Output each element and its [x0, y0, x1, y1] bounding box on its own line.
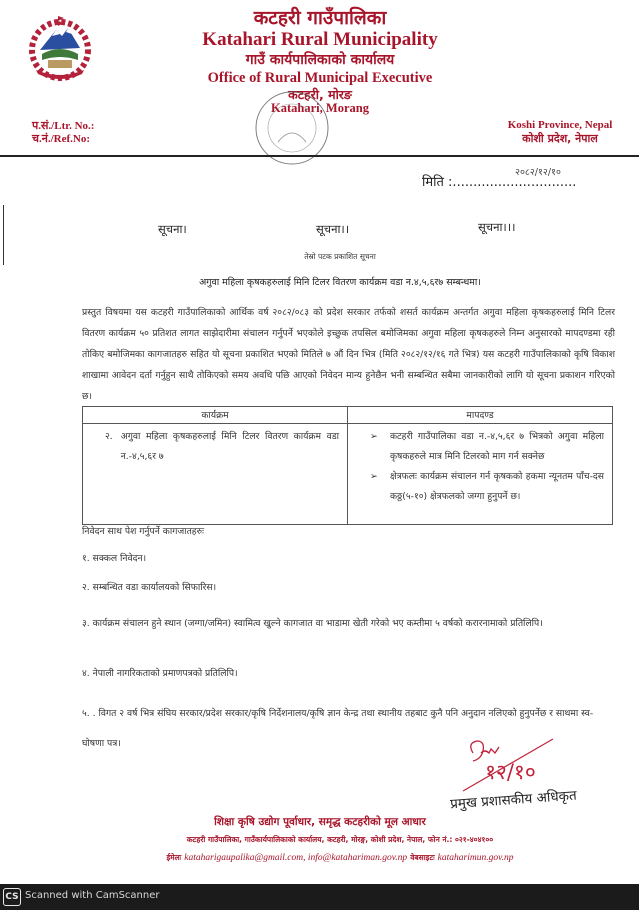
letter-number-label: प.सं./Ltr. No.: [32, 120, 95, 132]
notice-subject: अगुवा महिला कृषकहरुलाई मिनि टिलर वितरण कार्यक्रम वडा न.४,५,६र७ सम्बन्धमा। [199, 277, 481, 288]
camscanner-logo-icon: CS [3, 888, 21, 906]
notice-heading-1: सूचना। [158, 222, 187, 236]
program-cell [83, 424, 348, 525]
office-name-english: Office of Rural Municipal Executive [207, 70, 433, 86]
camscanner-bar [0, 884, 639, 910]
document-item: १. सक्कल निवेदन। [82, 553, 147, 564]
notice-body-paragraph: प्रस्तुत विषयमा यस कटहरी गाउँपालिकाको आर्थिक वर्ष २०८२/०८३ को प्रदेश सरकार तर्फको शसर्त कार्यक्रम अन्तर्गत अगुवा महिला कृषकहरुलाई मिनि टिलर वितरण कार्यक्रम ५० प्रतिशत लागत साझेदारीमा संचालन गर्नुपर्ने भएकोले इच्छुक तपसिल बमोजिमका अगुवा महिला कृषकहरुले निम्न अनुसारको मापदण्डमा रही तोकिए बमोजिमका कागजातहरु सहित यो सूचना प्रकाशित भएको मितिले ७ औं दिन भित्र (मिति २०८२/१२/१६ गते भित्र) यस कटहरी गाउँपालिकाको कृषि विकाश शाखामा आवेदन दर्ता गर्नुहुन साथै तोकिएको समय अवधि पछि आएको निवेदन मान्य हुनेछैन भनी सम्बन्धित सबैमा जानकारीको लागि यो सूचना प्रकाशन गरिएको छ। [82, 307, 615, 402]
signature-date: १२/१० [485, 760, 536, 784]
location-nepali: कटहरी, मोरङ [288, 87, 352, 102]
document-item: ५. . विगत २ वर्ष भित्र संघिय सरकार/प्रदेश सरकार/कृषि निर्देशनालय/कृषि ज्ञान केन्द्र तथा स्थानीय तहबाट कुनै पनि अनुदान नलिएको हुनुपर्नेछ र साथमा स्व-घोषणा पत्र। [82, 708, 594, 749]
table-header-program: कार्यक्रम [83, 407, 348, 424]
province-nepali: कोशी प्रदेश, नेपाल [522, 132, 598, 145]
footer-contact [60, 852, 620, 863]
scan-margin-mark [3, 205, 4, 265]
footer-address: कटहरी गाउँपालिका, गाउँकार्यपालिकाको कार्यालय, कटहरी, मोरङ्ग, कोशी प्रदेश, नेपाल, फोन नं.: ०२१-४०४१०० [186, 835, 494, 844]
notice-heading-2: सूचना।। [316, 222, 350, 236]
criteria-table [82, 406, 613, 525]
arrow-bullet-icon: ➢ [370, 431, 378, 442]
signatory-title: प्रमुख प्रशासकीय अधिकृत [449, 787, 578, 813]
date-value: २०८२/१२/१० [515, 167, 561, 178]
date-label: मिति :.............................. [422, 175, 577, 190]
documents-heading: निवेदन साथ पेश गर्नुपर्ने कागजातहरुः [82, 526, 205, 537]
criteria-cell [348, 424, 613, 525]
camscanner-text: Scanned with CamScanner [25, 890, 160, 901]
table-header-criteria: मापदण्ड [348, 407, 613, 424]
program-number: २. [105, 431, 113, 442]
location-english: Katahari, Morang [271, 101, 369, 115]
program-text: अगुवा महिला कृषकहरुलाई मिनि टिलर वितरण कार्यक्रम वडा न.-४,५,६र ७ [120, 431, 339, 462]
nepal-emblem [28, 14, 92, 82]
header-divider [0, 155, 639, 157]
table-row [83, 424, 613, 525]
arrow-bullet-icon: ➢ [370, 471, 378, 482]
publication-note: तेस्रो पटक प्रकाशित सूचना [304, 252, 376, 261]
document-item: ४. नेपाली नागरिकताको प्रमाणपत्रको प्रतिलिपि। [82, 668, 238, 679]
footer-website[interactable]: kataharimun.gov.np [437, 853, 514, 863]
municipality-name-nepali: कटहरी गाउँपालिका [253, 7, 387, 29]
reference-number-label: च.नं./Ref.No: [32, 133, 90, 145]
notice-heading-3: सूचना।।। [478, 220, 516, 234]
province-english: Koshi Province, Nepal [507, 119, 613, 131]
footer-slogan: शिक्षा कृषि उद्योग पूर्वाधार, समृद्ध कटहरीको मूल आधार [214, 816, 426, 828]
office-name-nepali: गाउँ कार्यपालिकाको कार्यालय [245, 52, 395, 68]
website-label: वेबसाइटः [410, 853, 435, 862]
criteria-item: क्षेत्रफलः कार्यक्रम संचालन गर्न कृषकको हकमा न्यूनतम पाँच-दस कठ्ठ(५-१०) क्षेत्रफलको जग्गा हुनुपर्ने छ। [390, 471, 604, 502]
footer-emails[interactable]: kataharigaupalika@gmail.com, info@katahariman.gov.np [184, 853, 408, 863]
email-label: ईमेलः [166, 853, 182, 862]
document-item: २. सम्बन्धित वडा कार्यालयको सिफारिस। [82, 582, 217, 593]
document-item: ३. कार्यक्रम संचालन हुने स्थान (जग्गा/जमिन) स्वामित्व खुल्ने कागजात वा भाडामा खेती गरेको भए कम्तीमा ५ वर्षको करारनामाको प्रतिलिपि। [82, 618, 543, 629]
municipality-name-english: Katahari Rural Municipality [202, 29, 438, 50]
criteria-item: कटहरी गाउँपालिका वडा न.-४,५,६र ७ भित्रको अगुवा महिला कृषकहरुले मात्र मिनि टिलरको माग गर्न सक्नेछ [390, 431, 604, 462]
